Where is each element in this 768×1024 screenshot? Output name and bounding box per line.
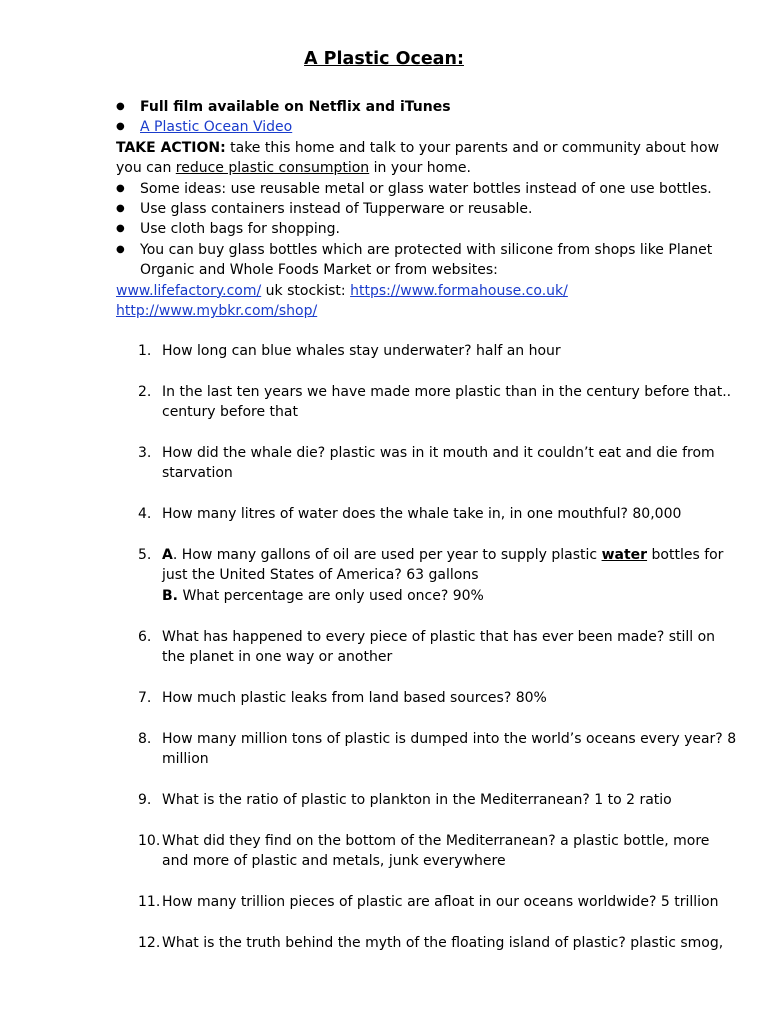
plastic-ocean-video-link[interactable]: A Plastic Ocean Video (140, 119, 293, 136)
part-a-label: A (162, 547, 173, 563)
question-5b (162, 586, 738, 606)
page-title: A Plastic Ocean: (304, 49, 464, 69)
question-item (138, 831, 738, 872)
question-number: 12. (138, 934, 161, 951)
question-number: 5. (138, 547, 152, 563)
question-item (138, 892, 738, 912)
take-action-paragraph (116, 138, 736, 179)
part-a-text-1: . How many gallons of oil are used per year to supply plastic (172, 547, 602, 563)
question-item (138, 443, 738, 484)
intro-section (116, 97, 736, 321)
question-text: How many trillion pieces of plastic are afloat in our oceans worldwide? 5 trillion (162, 893, 719, 910)
question-number: 11. (138, 893, 161, 910)
lifefactory-link[interactable]: www.lifefactory.com/ (116, 282, 262, 299)
video-bullet (116, 117, 736, 137)
question-number: 2. (138, 383, 152, 400)
question-item (138, 729, 738, 770)
formahouse-link[interactable]: https://www.formahouse.co.uk/ (350, 282, 568, 299)
question-text: How long can blue whales stay underwater? half an hour (162, 343, 561, 359)
question-number: 7. (138, 689, 152, 706)
question-number: 4. (138, 506, 152, 523)
question-number: 1. (138, 343, 152, 359)
question-item (138, 933, 738, 953)
take-action-label: TAKE ACTION: (116, 139, 226, 156)
reduce-plastic-underline: reduce plastic consumption (175, 160, 370, 177)
question-item (138, 790, 738, 810)
question-number: 9. (138, 791, 152, 808)
question-item (138, 627, 738, 668)
idea-item (116, 199, 736, 219)
question-item (138, 341, 738, 361)
question-5a (162, 545, 738, 586)
question-number: 10. (138, 832, 161, 849)
questions-list (138, 341, 738, 973)
question-text: How many litres of water does the whale take in, in one mouthful? 80,000 (162, 506, 682, 523)
question-item (138, 504, 738, 524)
question-text: What has happened to every piece of plastic that has ever been made? still on the planet in one way or another (162, 628, 716, 666)
take-action-text-2: in your home. (369, 160, 471, 177)
question-text: How much plastic leaks from land based sources? 80% (162, 689, 547, 706)
netflix-bullet (116, 97, 736, 117)
part-b-text: What percentage are only used once? 90% (178, 587, 484, 604)
question-text: What did they find on the bottom of the Mediterranean? a plastic bottle, more and more of plastic and metals, junk everywhere (162, 832, 710, 870)
idea-item (116, 219, 736, 239)
take-action-text-1: take this home and talk to your parents and or community about how you can (116, 139, 720, 177)
uk-stockist-text: uk stockist: (261, 282, 351, 299)
question-text: In the last ten years we have made more plastic than in the century before that.. century before that (162, 383, 732, 421)
mybkr-line (116, 301, 736, 321)
question-number: 3. (138, 445, 152, 461)
question-text: How many million tons of plastic is dumped into the world’s oceans every year? 8 million (162, 730, 737, 768)
question-number: 6. (138, 628, 152, 645)
idea-text: Use glass containers instead of Tupperware or reusable. (140, 201, 533, 218)
mybkr-link[interactable]: http://www.mybkr.com/shop/ (116, 303, 318, 320)
idea-item (116, 240, 736, 281)
question-item (138, 688, 738, 708)
question-text: How did the whale die? plastic was in it mouth and it couldn’t eat and die from starvation (162, 445, 715, 482)
part-a-text-2: bottles for just the United States of America? 63 gallons (162, 547, 724, 584)
idea-item (116, 179, 736, 199)
netflix-bullet-text: Full film available on Netflix and iTunes (140, 99, 451, 115)
question-text: What is the truth behind the myth of the floating island of plastic? plastic smog, (162, 934, 724, 951)
idea-text: Some ideas: use reusable metal or glass water bottles instead of one use bottles. (140, 180, 712, 197)
question-number: 8. (138, 730, 152, 747)
websites-line (116, 281, 736, 301)
question-item (138, 382, 738, 423)
idea-text: Use cloth bags for shopping. (140, 221, 340, 238)
idea-text: You can buy glass bottles which are protected with silicone from shops like Planet Organic and Whole Foods Market or from websites: (140, 241, 713, 279)
question-item (138, 545, 738, 606)
question-text: What is the ratio of plastic to plankton in the Mediterranean? 1 to 2 ratio (162, 791, 672, 808)
part-b-label: B. (162, 587, 178, 604)
water-emphasis: water (601, 547, 648, 563)
